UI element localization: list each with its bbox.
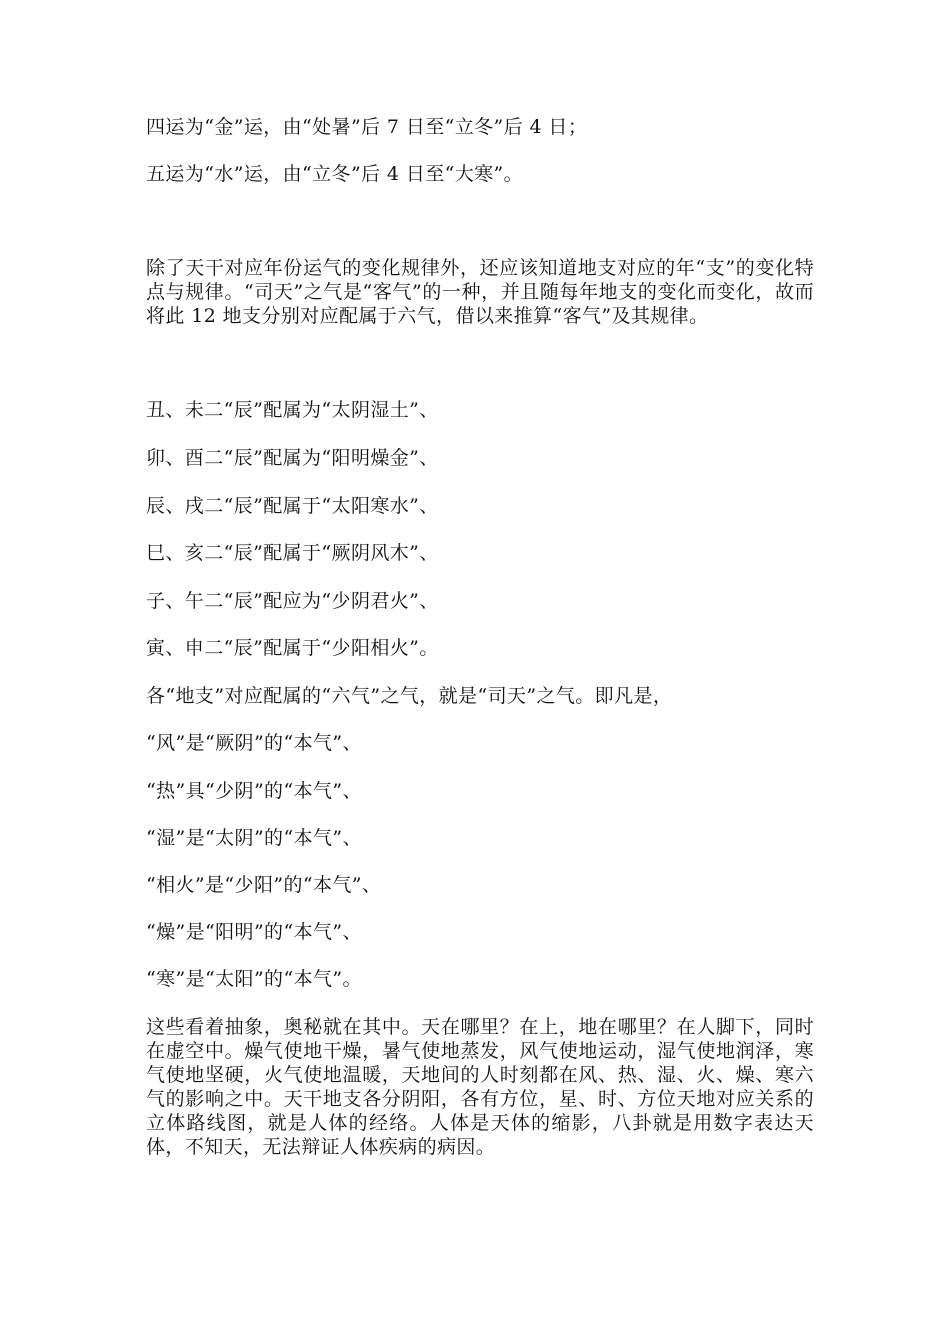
yun-line-5: 五运为“水”运，由“立冬”后 4 日至“大寒”。 <box>146 163 524 185</box>
yun-line-4: 四运为“金”运，由“处暑”后 7 日至“立冬”后 4 日； <box>146 116 588 138</box>
branch-line: 巳、亥二“辰”配属于“厥阴风木”、 <box>146 542 439 564</box>
qi-line: “风”是“厥阴”的“本气”、 <box>146 732 362 754</box>
closing-paragraph: 这些看着抽象，奥秘就在其中。天在哪里？在上，地在哪里？在人脚下，同时在虚空中。燥气使地干燥，暑气使地蒸发，风气使地运动，湿气使地润泽，寒气使地坚硬，火气使地温暖，天地间的人时刻都在风、热、湿、火、燥、寒六气的影响之中。天干地支各分阴阳，各有方位，星、时、方位天地对应关系的立体路线图，就是人体的经络。人体是天体的缩影，八卦就是用数字表达天体，不知天，无法辩证人体疾病的病因。 <box>146 1016 814 1158</box>
qi-line: “热”具“少阴”的“本气”、 <box>146 780 362 802</box>
qi-line: “相火”是“少阳”的“本气”、 <box>146 874 382 896</box>
qi-line: “燥”是“阳明”的“本气”、 <box>146 921 362 943</box>
qi-line: “寒”是“太阳”的“本气”。 <box>146 968 362 990</box>
branch-line: 寅、申二“辰”配属于“少阳相火”。 <box>146 637 439 659</box>
summary-line: 各“地支”对应配属的“六气”之气，就是“司天”之气。即凡是， <box>146 685 673 707</box>
branch-line: 辰、戌二“辰”配属于“太阳寒水”、 <box>146 495 439 517</box>
intro-paragraph: 除了天干对应年份运气的变化规律外，还应该知道地支对应的年“支”的变化特点与规律。“司天”之气是“客气”的一种，并且随每年地支的变化而变化，故而将此 12 地支分别对应配属于六气，借以来推算“客气”及其规律。 <box>146 257 814 327</box>
branch-line: 卯、酉二“辰”配属为“阳明燥金”、 <box>146 447 439 469</box>
branch-line: 丑、未二“辰”配属为“太阴湿土”、 <box>146 399 439 421</box>
qi-line: “湿”是“太阴”的“本气”、 <box>146 827 362 849</box>
branch-line: 子、午二“辰”配应为“少阴君火”、 <box>146 590 439 612</box>
